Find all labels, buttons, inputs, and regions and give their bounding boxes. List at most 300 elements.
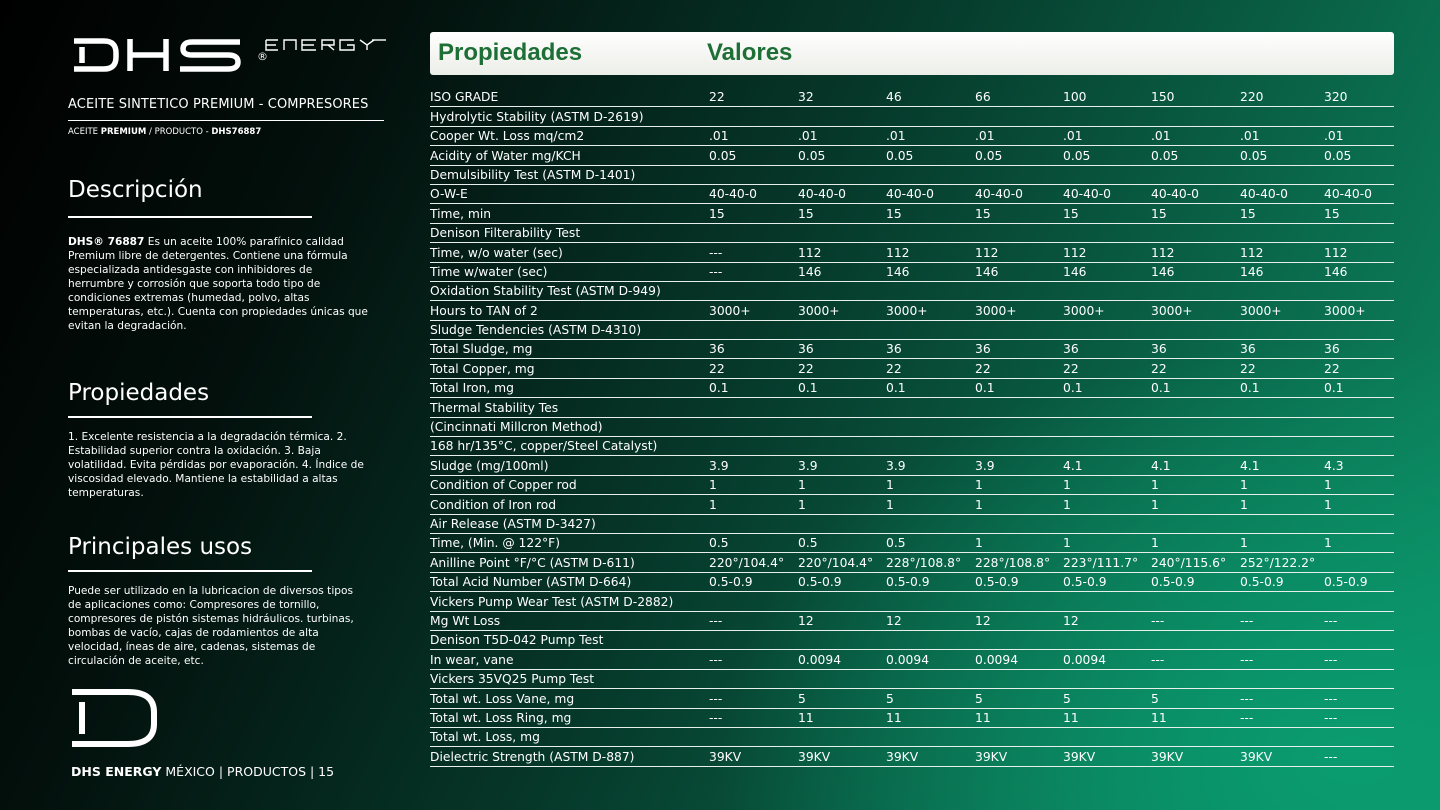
grade-value	[1063, 669, 1151, 688]
grade-value: 12	[886, 611, 975, 630]
grade-value: 40-40-0	[1151, 184, 1240, 203]
property-label: ISO GRADE	[430, 88, 709, 107]
grade-value	[886, 630, 975, 649]
grade-value	[1151, 165, 1240, 184]
grade-value	[975, 669, 1063, 688]
property-label: In wear, vane	[430, 650, 709, 669]
registered-mark: ®	[257, 50, 268, 63]
grade-value: 1	[1063, 495, 1151, 514]
table-row	[430, 417, 1394, 436]
grade-value: ---	[709, 611, 798, 630]
grade-value: 12	[975, 611, 1063, 630]
grade-value	[1151, 223, 1240, 242]
grade-value	[886, 437, 975, 456]
grade-value: 1	[798, 495, 886, 514]
grade-value	[975, 107, 1063, 126]
grade-value: 1	[1324, 495, 1394, 514]
propiedades-divider	[68, 416, 312, 418]
table-row	[430, 320, 1394, 339]
grade-value	[1240, 592, 1324, 611]
grade-value: 12	[1063, 611, 1151, 630]
grade-value	[1063, 107, 1151, 126]
grade-value: 11	[798, 708, 886, 727]
grade-value: 220	[1240, 88, 1324, 107]
grade-value	[1063, 398, 1151, 417]
grade-value	[975, 727, 1063, 746]
grade-value: 0.05	[1063, 146, 1151, 165]
table-row	[430, 243, 1394, 262]
grade-value	[798, 165, 886, 184]
propiedades-text: 1. Excelente resistencia a la degradación térmica. 2. Estabilidad superior contra la oxidación. 3. Baja volatilidad. Evita pérdidas por evaporación. 4. Índice de viscosidad elevado. Mantiene la estabilidad a altas temperaturas.	[68, 431, 364, 499]
grade-value	[709, 417, 798, 436]
grade-value: ---	[1324, 611, 1394, 630]
grade-value	[1063, 417, 1151, 436]
table-row	[430, 495, 1394, 514]
product-code: DHS76887	[211, 127, 262, 137]
d-brandmark-icon	[68, 688, 160, 748]
grade-value: 1	[975, 533, 1063, 552]
grade-value: 0.1	[1240, 378, 1324, 397]
grade-value: ---	[1324, 689, 1394, 708]
table-row	[430, 708, 1394, 727]
grade-value	[1324, 281, 1394, 300]
table-row	[430, 378, 1394, 397]
grade-value: ---	[709, 689, 798, 708]
grade-value	[1240, 107, 1324, 126]
grade-value: 0.1	[709, 378, 798, 397]
grade-value	[1324, 165, 1394, 184]
property-label: Vickers 35VQ25 Pump Test	[430, 669, 709, 688]
grade-value	[798, 437, 886, 456]
grade-value: ---	[709, 262, 798, 281]
property-label: Time, (Min. @ 122°F)	[430, 533, 709, 552]
table-row	[430, 204, 1394, 223]
grade-value	[1240, 514, 1324, 533]
grade-value: 1	[886, 495, 975, 514]
grade-value: .01	[1240, 126, 1324, 145]
grade-value: 5	[975, 689, 1063, 708]
grade-value	[1063, 630, 1151, 649]
grade-value: .01	[1063, 126, 1151, 145]
grade-value: 40-40-0	[975, 184, 1063, 203]
header-propiedades: Propiedades	[438, 39, 583, 66]
grade-value: 22	[798, 359, 886, 378]
property-label: Total Copper, mg	[430, 359, 709, 378]
grade-value: 15	[709, 204, 798, 223]
grade-value	[1240, 320, 1324, 339]
grade-value	[975, 398, 1063, 417]
table-row	[430, 611, 1394, 630]
grade-value	[1324, 320, 1394, 339]
grade-value: 0.05	[1151, 146, 1240, 165]
grade-value: ---	[1240, 689, 1324, 708]
grade-value	[1063, 281, 1151, 300]
grade-value: 0.5-0.9	[975, 572, 1063, 591]
grade-value: 1	[1324, 475, 1394, 494]
grade-value: 3000+	[709, 301, 798, 320]
grade-value	[709, 398, 798, 417]
grade-value	[1240, 165, 1324, 184]
grade-value: 40-40-0	[886, 184, 975, 203]
grade-value	[1324, 727, 1394, 746]
table-row	[430, 146, 1394, 165]
table-row	[430, 165, 1394, 184]
table-row	[430, 437, 1394, 456]
grade-value: 0.05	[886, 146, 975, 165]
grade-value: 146	[975, 262, 1063, 281]
grade-value: ---	[1151, 611, 1240, 630]
grade-value	[798, 107, 886, 126]
grade-value	[709, 320, 798, 339]
table-header-bar	[430, 32, 1394, 75]
descripcion-text	[68, 235, 368, 333]
grade-value	[1240, 437, 1324, 456]
table-row	[430, 126, 1394, 145]
grade-value: 3000+	[798, 301, 886, 320]
grade-value	[709, 727, 798, 746]
grade-value: .01	[1151, 126, 1240, 145]
property-label: Mg Wt Loss	[430, 611, 709, 630]
grade-value: 3000+	[1151, 301, 1240, 320]
property-label: 168 hr/135°C, copper/Steel Catalyst)	[430, 437, 709, 456]
grade-value: 36	[886, 340, 975, 359]
grade-value: 220°/104.4°	[709, 553, 798, 572]
grade-value: 1	[798, 475, 886, 494]
product-subtitle: ACEITE SINTETICO PREMIUM - COMPRESORES	[68, 97, 369, 112]
grade-value	[709, 281, 798, 300]
grade-value	[975, 281, 1063, 300]
grade-value	[886, 669, 975, 688]
grade-value: 36	[1240, 340, 1324, 359]
grade-value	[886, 223, 975, 242]
grade-value: 40-40-0	[798, 184, 886, 203]
grade-value: 1	[1151, 533, 1240, 552]
grade-value: 3000+	[975, 301, 1063, 320]
grade-value	[798, 320, 886, 339]
grade-value	[975, 630, 1063, 649]
grade-value	[886, 320, 975, 339]
grade-value: 0.5	[709, 533, 798, 552]
property-label: Total Acid Number (ASTM D-664)	[430, 572, 709, 591]
grade-value: 4.1	[1063, 456, 1151, 475]
breadcrumb-bold: PREMIUM	[100, 127, 147, 137]
grade-value	[886, 592, 975, 611]
grade-value: 0.05	[709, 146, 798, 165]
grade-value: 146	[886, 262, 975, 281]
grade-value: 0.1	[1324, 378, 1394, 397]
grade-value	[1324, 553, 1394, 572]
grade-value	[1151, 398, 1240, 417]
grade-value: 0.5-0.9	[886, 572, 975, 591]
grade-value: ---	[1240, 611, 1324, 630]
grade-value: 15	[975, 204, 1063, 223]
table-row	[430, 553, 1394, 572]
grade-value: 5	[1063, 689, 1151, 708]
footer-text: MÉXICO | PRODUCTOS | 15	[161, 764, 335, 779]
grade-value: ---	[709, 243, 798, 262]
grade-value: 36	[975, 340, 1063, 359]
grade-value	[886, 281, 975, 300]
property-label: Condition of Iron rod	[430, 495, 709, 514]
property-label: Denison T5D-042 Pump Test	[430, 630, 709, 649]
grade-value: ---	[1240, 708, 1324, 727]
property-label: Acidity of Water mg/KCH	[430, 146, 709, 165]
grade-value: 40-40-0	[1063, 184, 1151, 203]
grade-value: 39KV	[975, 747, 1063, 766]
descripcion-divider	[68, 216, 312, 218]
grade-value: 5	[1151, 689, 1240, 708]
grade-value: 0.0094	[975, 650, 1063, 669]
grade-value	[1324, 437, 1394, 456]
grade-value: 22	[709, 359, 798, 378]
grade-value	[709, 165, 798, 184]
descripcion-body: Es un aceite 100% parafínico calidad Premium libre de detergentes. Contiene una fórmula especializada antidesgaste con inhibidores de herrumbre y corrosión que soporta todo tipo de condiciones extremas (humedad, polvo, altas temperaturas, etc.). Cuenta con propiedades únicas que evitan la degradación.	[68, 236, 368, 332]
grade-value: 40-40-0	[709, 184, 798, 203]
grade-value: 15	[1324, 204, 1394, 223]
grade-value: 0.5-0.9	[1240, 572, 1324, 591]
grade-value	[798, 398, 886, 417]
grade-value	[709, 669, 798, 688]
grade-value	[1324, 514, 1394, 533]
grade-value	[1324, 669, 1394, 688]
grade-value	[798, 514, 886, 533]
grade-value	[1151, 727, 1240, 746]
property-label: Denison Filterability Test	[430, 223, 709, 242]
grade-value	[975, 417, 1063, 436]
property-label: Anilline Point °F/°C (ASTM D-611)	[430, 553, 709, 572]
property-label: Total wt. Loss Vane, mg	[430, 689, 709, 708]
grade-value: 3.9	[709, 456, 798, 475]
grade-value: 1	[1240, 475, 1324, 494]
grade-value: 1	[1063, 475, 1151, 494]
grade-value	[1324, 107, 1394, 126]
grade-value: 0.05	[975, 146, 1063, 165]
grade-value: 0.05	[1324, 146, 1394, 165]
grade-value: 112	[1240, 243, 1324, 262]
grade-value	[1063, 223, 1151, 242]
grade-value: 39KV	[886, 747, 975, 766]
grade-value	[709, 223, 798, 242]
grade-value	[1240, 727, 1324, 746]
table-row	[430, 359, 1394, 378]
grade-value	[709, 592, 798, 611]
property-label: Air Release (ASTM D-3427)	[430, 514, 709, 533]
grade-value	[1151, 281, 1240, 300]
grade-value: 223°/111.7°	[1063, 553, 1151, 572]
grade-value	[975, 223, 1063, 242]
grade-value: 146	[1063, 262, 1151, 281]
grade-value: 146	[1324, 262, 1394, 281]
left-panel	[68, 0, 388, 810]
table-row	[430, 669, 1394, 688]
grade-value: 3000+	[1324, 301, 1394, 320]
grade-value: 40-40-0	[1324, 184, 1394, 203]
property-label: Sludge Tendencies (ASTM D-4310)	[430, 320, 709, 339]
grade-value: 15	[1063, 204, 1151, 223]
grade-value: 5	[798, 689, 886, 708]
grade-value: 112	[798, 243, 886, 262]
grade-value: 36	[798, 340, 886, 359]
grade-value: 12	[798, 611, 886, 630]
grade-value	[1324, 630, 1394, 649]
grade-value: ---	[1324, 650, 1394, 669]
grade-value: 15	[886, 204, 975, 223]
grade-value	[886, 398, 975, 417]
grade-value: 11	[975, 708, 1063, 727]
grade-value	[1063, 165, 1151, 184]
grade-value: 1	[709, 495, 798, 514]
table-row	[430, 747, 1394, 766]
grade-value: 5	[886, 689, 975, 708]
table-row	[430, 572, 1394, 591]
grade-value: 15	[1151, 204, 1240, 223]
grade-value: 36	[1063, 340, 1151, 359]
grade-value: 1	[1240, 495, 1324, 514]
grade-value: ---	[1324, 747, 1394, 766]
property-label: Time, w/o water (sec)	[430, 243, 709, 262]
grade-value: ---	[709, 708, 798, 727]
footer	[71, 764, 334, 779]
table-row	[430, 107, 1394, 126]
grade-value: 11	[1063, 708, 1151, 727]
grade-value	[886, 514, 975, 533]
grade-value: 100	[1063, 88, 1151, 107]
grade-value: 39KV	[1240, 747, 1324, 766]
grade-value	[798, 592, 886, 611]
grade-value: 36	[1151, 340, 1240, 359]
grade-value: 0.1	[1063, 378, 1151, 397]
grade-value	[798, 727, 886, 746]
grade-value	[886, 727, 975, 746]
grade-value	[1240, 669, 1324, 688]
grade-value: .01	[886, 126, 975, 145]
grade-value: 22	[1151, 359, 1240, 378]
grade-value: 1	[709, 475, 798, 494]
grade-value: 0.5-0.9	[1063, 572, 1151, 591]
property-label: Thermal Stability Tes	[430, 398, 709, 417]
grade-value: 150	[1151, 88, 1240, 107]
grade-value: 1	[1240, 533, 1324, 552]
grade-value	[1151, 592, 1240, 611]
grade-value: 1	[975, 475, 1063, 494]
grade-value: 228°/108.8°	[975, 553, 1063, 572]
grade-value	[1063, 320, 1151, 339]
grade-value	[975, 514, 1063, 533]
grade-value: 66	[975, 88, 1063, 107]
property-label: Dielectric Strength (ASTM D-887)	[430, 747, 709, 766]
grade-value: 11	[1151, 708, 1240, 727]
properties-table	[430, 88, 1394, 767]
grade-value: 220°/104.4°	[798, 553, 886, 572]
grade-value: 0.05	[1240, 146, 1324, 165]
table-row	[430, 223, 1394, 242]
grade-value: 15	[1240, 204, 1324, 223]
property-label: Total wt. Loss, mg	[430, 727, 709, 746]
property-label: Time, min	[430, 204, 709, 223]
grade-value	[709, 630, 798, 649]
grade-value: 146	[1240, 262, 1324, 281]
grade-value: 22	[1240, 359, 1324, 378]
grade-value: 40-40-0	[1240, 184, 1324, 203]
grade-value: 39KV	[798, 747, 886, 766]
grade-value	[709, 107, 798, 126]
property-label: (Cincinnati Millcron Method)	[430, 417, 709, 436]
grade-value: 3.9	[798, 456, 886, 475]
energy-wordmark	[257, 36, 388, 63]
usos-divider	[68, 570, 312, 572]
grade-value	[975, 437, 1063, 456]
table-row	[430, 184, 1394, 203]
grade-value: 0.5	[798, 533, 886, 552]
grade-value: 1	[1151, 475, 1240, 494]
grade-value: 112	[1151, 243, 1240, 262]
grade-value: 39KV	[709, 747, 798, 766]
grade-value	[975, 320, 1063, 339]
property-label: Sludge (mg/100ml)	[430, 456, 709, 475]
footer-brand: DHS ENERGY	[71, 764, 162, 779]
property-label: Vickers Pump Wear Test (ASTM D-2882)	[430, 592, 709, 611]
grade-value: 32	[798, 88, 886, 107]
grade-value: 0.0094	[1063, 650, 1151, 669]
grade-value	[798, 630, 886, 649]
table-row	[430, 475, 1394, 494]
grade-value: 39KV	[1063, 747, 1151, 766]
grade-value: ---	[709, 650, 798, 669]
propiedades-heading: Propiedades	[68, 380, 210, 406]
table-row	[430, 630, 1394, 649]
grade-value	[798, 223, 886, 242]
grade-value: 0.0094	[886, 650, 975, 669]
grade-value	[1240, 398, 1324, 417]
usos-text: Puede ser utilizado en la lubricacion de diversos tipos de aplicaciones como: Compresores de tornillo, compresores de pistón sistemas hidráulicos. turbinas, bombas de vacío, cajas de rodamientos de alta velocidad, íneas de aire, cadenas, sistemas de circulación de aceite, etc.	[68, 585, 354, 667]
grade-value: 22	[886, 359, 975, 378]
table-row	[430, 456, 1394, 475]
grade-value: 252°/122.2°	[1240, 553, 1324, 572]
property-label: Hydrolytic Stability (ASTM D-2619)	[430, 107, 709, 126]
header-valores: Valores	[707, 39, 793, 66]
grade-value: 3.9	[886, 456, 975, 475]
table-row	[430, 88, 1394, 107]
grade-value	[1324, 223, 1394, 242]
table-row	[430, 398, 1394, 417]
table-row	[430, 727, 1394, 746]
grade-value	[975, 592, 1063, 611]
grade-value	[1240, 281, 1324, 300]
grade-value: ---	[1240, 650, 1324, 669]
grade-value: 0.1	[975, 378, 1063, 397]
grade-value: 36	[709, 340, 798, 359]
grade-value: 3000+	[1063, 301, 1151, 320]
grade-value: 0.05	[798, 146, 886, 165]
grade-value	[1151, 107, 1240, 126]
grade-value	[1063, 514, 1151, 533]
grade-value	[886, 165, 975, 184]
grade-value: 0.5	[886, 533, 975, 552]
grade-value: 0.5-0.9	[1151, 572, 1240, 591]
grade-value	[886, 107, 975, 126]
property-label: Total wt. Loss Ring, mg	[430, 708, 709, 727]
grade-value	[1063, 437, 1151, 456]
grade-value: 22	[709, 88, 798, 107]
grade-value	[1324, 417, 1394, 436]
breadcrumb	[68, 127, 261, 137]
grade-value: 112	[1063, 243, 1151, 262]
grade-value: 146	[1151, 262, 1240, 281]
breadcrumb-middle: / PRODUCTO -	[146, 127, 212, 137]
table-row	[430, 533, 1394, 552]
grade-value: 22	[1063, 359, 1151, 378]
grade-value: .01	[798, 126, 886, 145]
